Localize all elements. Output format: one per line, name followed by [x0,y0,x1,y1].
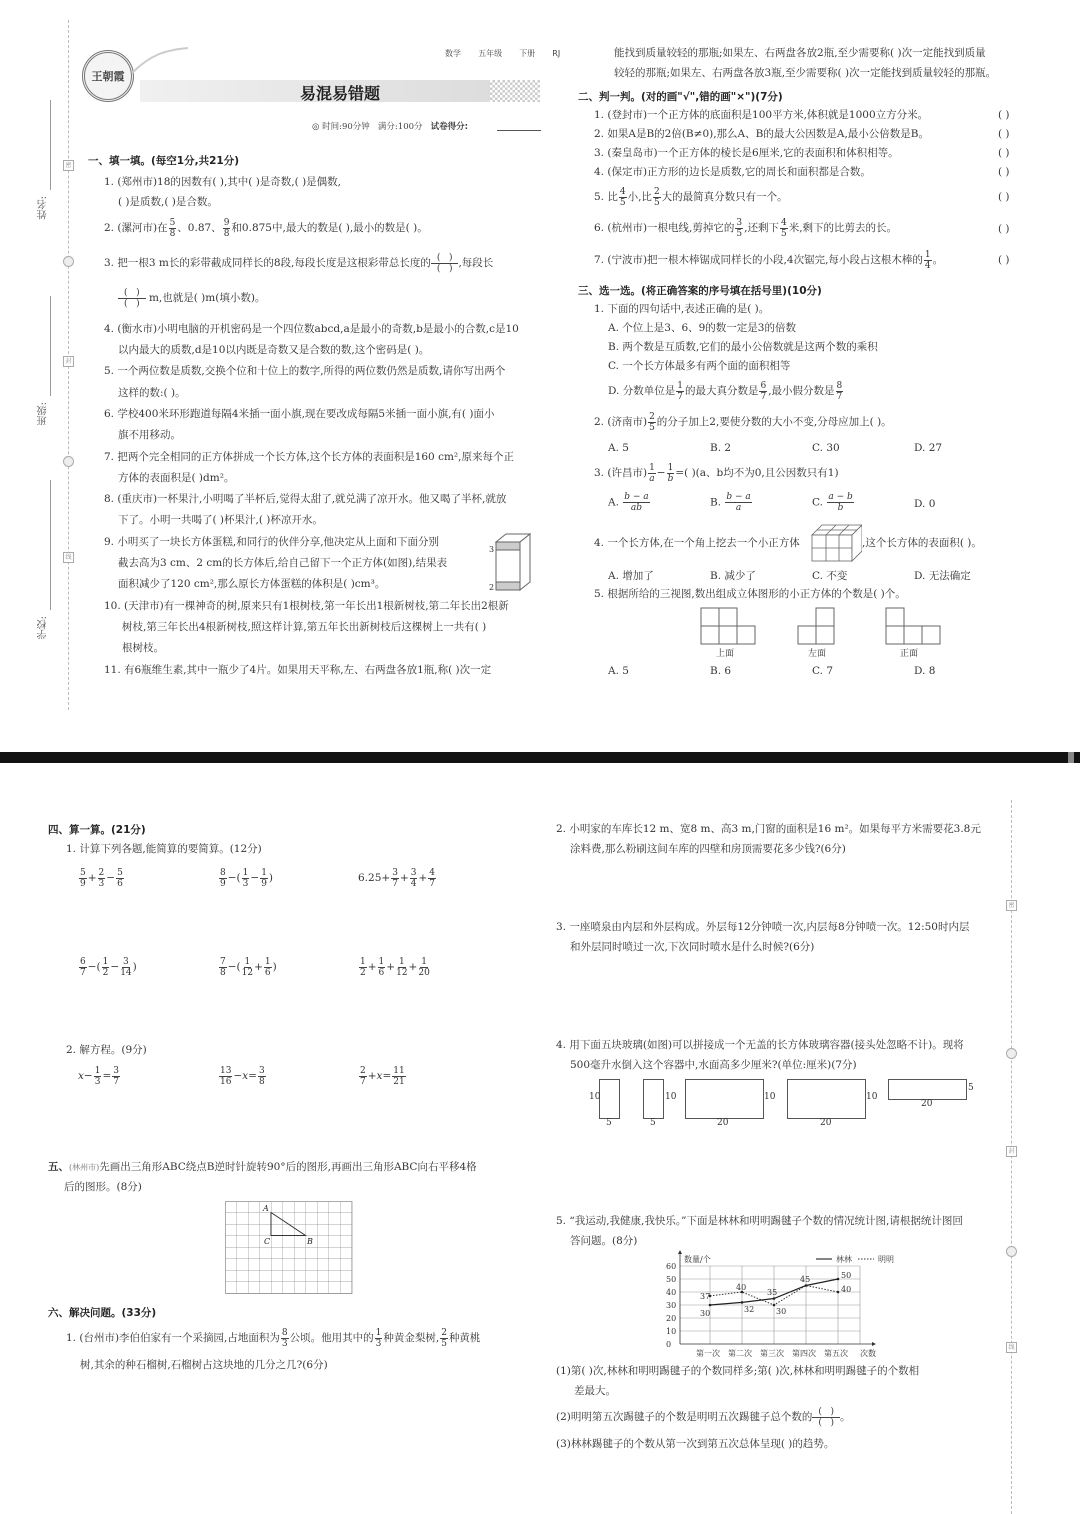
q5-line-b: 这样的数:( )。 [118,387,186,399]
shuttlecock-line-chart [660,1250,920,1360]
exam-meta: ◎ 时间:90分钟 满分:100分 试卷得分: [312,122,469,132]
section5-title-line-b: 后的图形。(8分) [64,1181,142,1193]
q4-line-b: 以内最大的质数,d是10以内既是奇数又是合数的数,这个密码是( )。 [118,344,430,356]
front-view-figure [885,607,941,645]
choice-q5: 5. 根据所给的三视图,数出组成立体图形的小正方体的个数是( )个。 [594,588,906,600]
problem5-sub2: (2)明明第五次踢毽子的个数是明明五次踢毽子总个数的 ( ) ( ) 。 [556,1406,851,1428]
problem4-line-a: 4. 用下面五块玻璃(如图)可以拼接成一个无盖的长方体玻璃容器(接头处忽略不计)。现将 [556,1039,964,1051]
problem1-line-a: 1. (台州市)李伯伯家有一个采摘园,占地面积为 $\frac{8}{3}$ 公顷。他用其中的 $\frac{1}{3}$ 种黄金梨树, $\frac{2}{5}$ 种黄桃 [66,1327,481,1349]
svg-text:30: 30 [776,1307,787,1316]
q10-line-a: 10. (天津市)有一棵神奇的树,原来只有1根树枝,第一年长出1根新树枝,第二年长出2根新 [104,600,509,612]
svg-text:第三次: 第三次 [760,1349,784,1358]
front-view-label: 正面 [900,649,919,659]
q5-line-a: 5. 一个两位数是质数,交换个位和十位上的数字,所得的两位数仍然是质数,请你写出两个 [104,365,506,377]
choice-q4-option-d[interactable]: D. 无法确定 [914,570,971,582]
svg-text:3: 3 [489,545,495,554]
choice-q2-option-a[interactable]: A. 5 [608,442,629,454]
equation-3: $\frac{2}{7}$ +x= $\frac{11}{21}$ [360,1065,405,1087]
q6-line-a: 6. 学校400米环形跑道每隔4米插一面小旗,现在要改成每隔5米插一面小旗,有( )面小 [104,408,495,420]
svg-text:40: 40 [841,1285,852,1294]
glass-piece-1 [599,1079,620,1119]
choice-q3: 3. (许昌市) $\frac{1}{a}$ − $\frac{1}{b}$ =( )(a、b均不为0,且公因数只有1) [594,462,839,484]
title-banner-checker [490,80,540,102]
choice-q5-option-c[interactable]: C. 7 [812,665,834,677]
q4-line-a: 4. (衡水市)小明电脑的开机密码是一个四位数abcd,a是最小的奇数,b是最小的合数,c是10 [104,323,519,335]
judge-answer-3[interactable]: ( ) [998,147,1010,159]
top-view-label: 上面 [716,649,735,659]
svg-text:第一次: 第一次 [696,1349,720,1358]
judge-item-4: 4. (保定市)正方形的边长是质数,它的周长和面积都是合数。 [594,166,871,178]
q10-line-b: 树枝,第三年长出4根新树枝,照这样计算,第五年长出新树枝后这棵树上一共有( ) [122,621,487,633]
judge-item-1: 1. (登封市)一个正方体的底面积是100平方米,体积就是1000立方分米。 [594,109,929,121]
problem5-line-a: 5. “我运动,我健康,我快乐。”下面是林林和明明踢毽子个数的情况统计图,请根据统计图回 [556,1215,963,1227]
svg-text:45: 45 [800,1275,811,1284]
q2-line: 2. (漯河市)在 $\frac{5}{8}$ 、0.87、 $\frac{9}{8}$ 和0.875中,最大的数是( ),最小的数是( )。 [104,217,428,239]
choice-q2-option-c[interactable]: C. 30 [812,442,840,454]
binding-hole [63,456,74,467]
binding-mark: 封 [63,356,74,367]
svg-text:20: 20 [666,1314,677,1323]
left-view-label: 左面 [808,649,827,659]
problem2-line-a: 2. 小明家的车库长12 m、宽8 m、高3 m,门窗的面积是16 m²。如果每平方米需要花3.8元 [556,823,981,835]
section3-title: 三、选一选。(将正确答案的序号填在括号里)(10分) [578,285,822,297]
svg-text:A: A [263,1204,269,1213]
q11-line-b: 能找到质量较轻的那瓶;如果左、右两盘各放2瓶,至少需要称( )次一定能找到质量 [614,47,986,59]
choice-q4-post: ,这个长方体的表面积( )。 [862,537,982,549]
choice-q4-pre: 4. 一个长方体,在一个角上挖去一个小正方体 [594,537,800,549]
svg-text:0: 0 [666,1340,672,1349]
choice-q5-option-a[interactable]: A. 5 [608,665,629,677]
brand-logo [82,50,134,102]
svg-text:第四次: 第四次 [792,1349,816,1358]
svg-text:35: 35 [767,1288,778,1297]
calc-expr-1: $\frac{5}{9}$ + $\frac{2}{3}$ − $\frac{5}{6}$ [80,867,123,889]
problem1-line-b: 树,其余的种石榴树,石榴树占这块地的几分之几?(6分) [80,1359,328,1371]
school-input-line[interactable] [50,480,51,610]
svg-text:50: 50 [841,1271,852,1280]
top-view-figure [700,607,756,645]
svg-text:明明: 明明 [878,1255,894,1264]
page-divider-handle [1068,752,1074,763]
q1-line-b: ( )是质数,( )是合数。 [118,196,218,208]
subject-tags: 数学 五年级 下册 RJ [445,49,561,58]
choice-q5-option-b[interactable]: B. 6 [710,665,732,677]
judge-answer-6[interactable]: ( ) [998,223,1010,235]
choice-q1: 1. 下面的四句话中,表述正确的是( )。 [594,303,770,315]
problem5-line-b: 答问题。(8分) [570,1235,638,1247]
school-label: 学校: [38,616,49,640]
score-input-line[interactable] [497,130,541,131]
svg-text:B: B [307,1237,313,1246]
binding-hole [1006,1246,1017,1257]
triangle-grid-figure [225,1201,353,1295]
svg-text:30: 30 [666,1301,677,1310]
q7-line-a: 7. 把两个完全相同的正方体拼成一个长方体,这个长方体的表面积是160 cm²,原来每个正 [104,451,514,463]
svg-text:60: 60 [666,1262,677,1271]
q8-line-b: 下了。小明一共喝了( )杯果汁,( )杯凉开水。 [118,514,323,526]
judge-item-2: 2. 如果A是B的2倍(B≠0),那么A、B的最大公因数是A,最小公倍数是B。 [594,128,929,140]
svg-text:40: 40 [666,1288,677,1297]
problem4-line-b: 500毫升水倒入这个容器中,水面高多少厘米?(单位:厘米)(7分) [570,1059,857,1071]
choice-q3-option-c[interactable]: C. $\frac{a - b}{b}$ [812,492,853,513]
choice-q2: 2. (济南市) $\frac{2}{5}$ 的分子加上2,要使分数的大小不变,分母应加上( )。 [594,411,892,433]
glass-piece-4 [787,1079,866,1119]
svg-text:第二次: 第二次 [728,1349,752,1358]
page-divider [0,752,1080,763]
judge-item-5: 5. 比 $\frac{4}{5}$ 小,比 $\frac{2}{5}$ 大的最简真分数只有一个。 [594,186,788,208]
svg-text:30: 30 [700,1309,711,1318]
q1-line-a: 1. (郑州市)18的因数有( ),其中( )是奇数,( )是偶数, [104,176,342,188]
svg-text:50: 50 [666,1275,677,1284]
judge-answer-7[interactable]: ( ) [998,254,1010,266]
q3-line-b: ( ) ( ) m,也就是( )m(填小数)。 [118,287,265,309]
choice-q4-option-b[interactable]: B. 减少了 [710,570,756,582]
section4-title: 四、算一算。(21分) [48,824,146,836]
glass-piece-2 [643,1079,664,1119]
left-view-figure [797,607,837,645]
choice-q5-option-d[interactable]: D. 8 [914,665,936,677]
cuboid-with-cube-removed-figure [810,523,862,563]
binding-mark: 密 [63,160,74,171]
binding-hole [1006,1048,1017,1059]
section2-title: 二、判一判。(对的画"√",错的画"×")(7分) [578,91,783,103]
judge-item-6: 6. (杭州市)一根电线,剪掉它的 $\frac{3}{5}$ ,还剩下 $\frac{4}{5}$ 米,剩下的比剪去的长。 [594,217,898,239]
binding-mark: 封 [1006,1146,1017,1157]
problem2-line-b: 涂料费,那么粉刷这间车库的四壁和房顶需要花多少钱?(6分) [570,843,846,855]
problem5-sub1-line-a: (1)第( )次,林林和明明踢毽子的个数同样多;第( )次,林林和明明踢毽子的个数相 [556,1365,920,1377]
svg-text:第五次: 第五次 [824,1349,848,1358]
judge-answer-5[interactable]: ( ) [998,191,1010,203]
calc-expr-6: $\frac{1}{2}$ + $\frac{1}{6}$ + $\frac{1}{12}$ + $\frac{1}{20}$ [360,956,430,978]
svg-text:40: 40 [736,1283,747,1292]
judge-answer-2[interactable]: ( ) [998,128,1010,140]
q3-line-a: 3. 把一根3 m长的彩带截成同样长的8段,每段长度是这根彩带总长度的 ( ) ( ) ,每段长 [104,252,494,274]
calc-expr-3: 6.25+ $\frac{3}{7}$ + $\frac{3}{4}$ + $\frac{4}{7}$ [358,867,436,889]
choice-q1-option-b: B. 两个数是互质数,它们的最小公倍数就是这两个数的乘积 [608,341,878,353]
svg-text:2: 2 [489,583,495,592]
judge-item-3: 3. (秦皇岛市)一个正方体的棱长是6厘米,它的表面积和体积相等。 [594,147,899,159]
choice-q1-option-a: A. 个位上是3、6、9的数一定是3的倍数 [608,322,796,334]
problem5-sub3: (3)林林踢毽子的个数从第一次到第五次总体呈现( )的趋势。 [556,1438,835,1450]
q9-line-c: 面积减少了120 cm²,那么原长方体蛋糕的体积是( )cm³。 [118,578,386,590]
q7-line-b: 方体的表面积是( )dm²。 [118,472,235,484]
equation-1: x− $\frac{1}{3}$ = $\frac{3}{7}$ [78,1065,120,1087]
cake-cuboid-figure [488,532,538,594]
brand-logo-text: 王朝霞 [91,70,125,83]
choice-q1-option-c: C. 一个长方体最多有两个面的面积相等 [608,360,791,372]
svg-text:数量/个: 数量/个 [684,1255,711,1264]
binding-mark: 线 [63,552,74,563]
choice-q2-option-d[interactable]: D. 27 [914,442,943,454]
choice-q3-option-d[interactable]: D. 0 [914,498,936,510]
choice-q4-option-a[interactable]: A. 增加了 [608,570,654,582]
svg-text:林林: 林林 [836,1255,852,1264]
calc-expr-5: $\frac{7}{8}$ −( $\frac{1}{12}$ + $\frac{1}{6}$ ) [220,956,277,978]
judge-item-7: 7. (宁波市)把一根木棒锯成同样长的小段,4次锯完,每小段占这根木棒的 $\frac{1}{4}$ 。 [594,249,944,271]
svg-text:次数: 次数 [860,1349,876,1358]
calc-expr-2: $\frac{8}{9}$ −( $\frac{1}{3}$ − $\frac{1}{9}$ ) [220,867,274,889]
calc-expr-4: $\frac{6}{7}$ −( $\frac{1}{2}$ − $\frac{3}{14}$ ) [80,956,137,978]
class-label: 班级: [38,402,49,426]
clock-icon: ◎ [312,122,320,132]
problem3-line-b: 和外层同时喷过一次,下次同时喷水是什么时候?(6分) [570,941,815,953]
q11-line-c: 较轻的那瓶;如果左、右两盘各放3瓶,至少需要称( )次一定能找到质量较轻的那瓶。 [614,67,997,79]
judge-answer-4[interactable]: ( ) [998,166,1010,178]
judge-answer-1[interactable]: ( ) [998,109,1010,121]
class-input-line[interactable] [50,296,51,396]
calc-title: 1. 计算下列各题,能简算的要简算。(12分) [66,843,262,855]
svg-text:37: 37 [700,1292,711,1301]
section1-title: 一、填一填。(每空1分,共21分) [88,155,240,167]
section6-title: 六、解决问题。(33分) [48,1307,157,1319]
problem3-line-a: 3. 一座喷泉由内层和外层构成。外层每12分钟喷一次,内层每8分钟喷一次。12:50时内层 [556,921,970,933]
q9-line-b: 截去高为3 cm、2 cm的长方体后,给自己留下一个正方体(如图),结果表 [118,557,448,569]
glass-piece-5 [888,1079,967,1100]
name-input-line[interactable] [50,100,51,190]
choice-q4-option-c[interactable]: C. 不变 [812,570,848,582]
equation-2: $\frac{13}{16}$ −x= $\frac{3}{8}$ [220,1065,265,1087]
choice-q1-option-d: D. 分数单位是 $\frac{1}{7}$ 的最大真分数是 $\frac{6}{7}$ ,最小假分数是 $\frac{8}{7}$ [608,380,843,402]
name-label: 姓名: [38,196,49,220]
binding-mark: 线 [1006,1342,1017,1353]
ribbon-decoration-icon [130,45,190,75]
choice-q3-option-a[interactable]: A. $\frac{b - a}{ab}$ [608,492,649,513]
svg-text:10: 10 [666,1327,677,1336]
q6-line-b: 旗不用移动。 [118,429,181,441]
q11-line-a: 11. 有6瓶维生素,其中一瓶少了4片。如果用天平称,左、右两盘各放1瓶,称( )次一定 [104,664,492,676]
equation-title: 2. 解方程。(9分) [66,1044,147,1056]
q9-line-a: 9. 小明买了一块长方体蛋糕,和同行的伙伴分享,他决定从上面和下面分别 [104,536,440,548]
binding-hole [63,256,74,267]
page-title: 易混易错题 [300,84,381,103]
choice-q2-option-b[interactable]: B. 2 [710,442,732,454]
section5-title-line-a: 五、(林州市)先画出三角形ABC绕点B逆时针旋转90°后的图形,再画出三角形ABC向右平移4格 [48,1161,477,1173]
problem5-sub1-line-b: 差最大。 [574,1385,616,1397]
svg-text:32: 32 [744,1305,755,1314]
svg-text:C: C [264,1237,271,1246]
glass-piece-3 [685,1079,764,1119]
q10-line-c: 根树枝。 [122,642,164,654]
choice-q3-option-b[interactable]: B. $\frac{b - a}{a}$ [710,492,751,513]
binding-mark: 密 [1006,900,1017,911]
q8-line-a: 8. (重庆市)一杯果汁,小明喝了半杯后,觉得太甜了,就兑满了凉开水。他又喝了半杯,就放 [104,493,507,505]
